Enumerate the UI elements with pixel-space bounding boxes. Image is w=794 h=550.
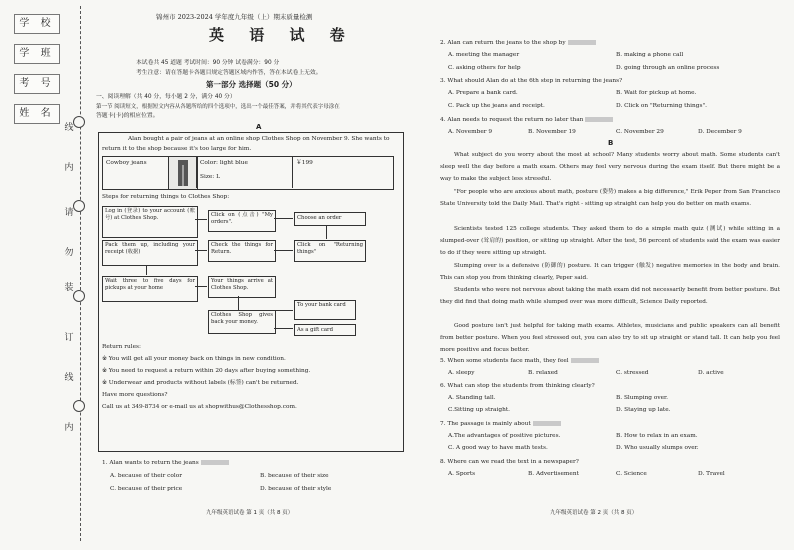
q3-option-c: C. Pack up the jeans and receipt.	[448, 103, 545, 109]
q7-option-b: B. How to relax in an exam.	[616, 433, 698, 439]
more-questions: Have more questions?	[102, 392, 168, 398]
order-item: Cowboy jeans	[106, 160, 147, 166]
step-my-orders: Click on (点击) "My orders".	[208, 210, 276, 232]
order-price: ￥199	[296, 160, 313, 166]
refund-bank-card: To your bank card	[294, 300, 356, 320]
exam-number-field: 考 号	[14, 74, 60, 94]
q7-option-c: C. A good way to have math tests.	[448, 445, 548, 451]
step-arrive-shop: Your things arrive at Clothes Shop.	[208, 276, 276, 298]
binding-char: 线	[64, 373, 74, 383]
passage-b-paragraph: Students who were not nervous about taking the math exam did not necessarily benefit from better posture. But they did find that doing math while slumped over was more difficult, Science Daily reported.	[440, 287, 780, 306]
step-check-things: Check the things for Return.	[208, 240, 276, 262]
binding-char: 勿	[64, 248, 74, 258]
question-2: 2. Alan can return the jeans to the shop by	[440, 40, 596, 47]
page-title: 英 语 试 卷	[209, 26, 355, 44]
q6-option-b: B. Slumping over.	[616, 395, 669, 401]
q3-option-d: D. Click on "Returning things".	[616, 103, 707, 109]
step-choose-order: Choose an order	[294, 212, 366, 226]
passage-b-paragraph: Good posture isn't just helpful for taking math exams. Athletes, musicians and public speakers can all benefit from better posture. When you feel stressed out, you can also try to sit up straight or stand tall. It can help you feel more positive and focus better.	[440, 323, 780, 354]
page-footer: 九年级英语试卷 第 2 页（共 8 页）	[550, 510, 638, 516]
binding-dashed-line	[80, 6, 81, 541]
q4-option-a: A. November 9	[448, 129, 493, 135]
question-1: 1. Alan wants to return the jeans	[102, 460, 229, 467]
q5-option-d: D. active	[698, 370, 724, 376]
passage-b-paragraph: Slumping over is a defensive (防御的) posture. It can trigger (触发) negative memories in the body and brain. This can stop you from thinking clearly, Peper said.	[440, 263, 780, 282]
section-heading: 一、阅读理解（共 40 分，每小题 2 分，满分 40 分）	[96, 94, 236, 100]
rules-title: Return rules:	[102, 344, 141, 350]
exam-header: 锦州市 2023-2024 学年度九年级（上）期末质量检测	[156, 13, 313, 21]
q8-option-a: A. Sports	[448, 471, 476, 477]
q1-option-c: C. because of their price	[110, 486, 183, 492]
q1-option-d: D. because of their style	[260, 486, 332, 492]
binding-char: 请	[64, 208, 74, 218]
q2-option-c: C. asking others for help	[448, 65, 521, 71]
q6-option-d: D. Staying up late.	[616, 407, 671, 413]
q5-option-b: B. relaxed	[528, 370, 558, 376]
q1-option-b: B. because of their size	[260, 473, 329, 479]
exam-info: 本试卷共 45 道题 考试时间：90 分钟 试卷满分：90 分	[136, 60, 280, 66]
passage-intro: return it to the shop because it's too large for him.	[102, 146, 252, 152]
q8-option-b: B. Advertisement	[528, 471, 579, 477]
q8-option-d: D. Travel	[698, 471, 725, 477]
passage-b-paragraph: "For people who are anxious about math, posture (姿势) makes a big difference," Erik Peper from San Francisco State University told the Daily Mail. That's right - sitting up straight can help you do better on math exams.	[440, 189, 780, 208]
question-3: 3. What should Alan do at the 6th step in returning the jeans?	[440, 78, 623, 84]
q7-option-d: D. Who usually slumps over.	[616, 445, 699, 451]
q3-option-b: B. Wait for pickup at home.	[616, 90, 697, 96]
step-pack-up: Pack them up, including your receipt (收据)	[102, 240, 198, 266]
q6-option-c: C.Sitting up straight.	[448, 407, 510, 413]
passage-b-paragraph: Scientists tested 125 college students. They asked them to do a simple math quiz (测试) while sitting in a slumped-over (耸肩的) position, or sitting up straight. After the test, 56 percent of students said the exam was easier to do if they were sitting up straight.	[440, 226, 780, 257]
q5-option-a: A. sleepy	[448, 370, 475, 376]
q2-option-b: B. making a phone call	[616, 52, 684, 58]
q4-option-c: C. November 29	[616, 129, 664, 135]
return-rule: ※ You need to request a return within 20 days after buying something.	[102, 368, 311, 374]
question-8: 8. Where can we read the text in a newspaper?	[440, 459, 579, 465]
step-wait-pickup: Wait three to five days for pickups at your home	[102, 276, 198, 302]
q5-option-c: C. stressed	[616, 370, 649, 376]
order-color: Color: light blue	[200, 160, 248, 166]
part-heading: 第一部分 选择题（50 分）	[206, 80, 297, 89]
binding-char: 订	[64, 333, 74, 343]
binding-char: 内	[64, 163, 74, 173]
order-size: Size: L	[200, 174, 220, 180]
refund-gift-card: As a gift card	[294, 324, 356, 336]
binding-char: 线	[64, 123, 74, 133]
q4-option-d: D. December 9	[698, 129, 742, 135]
q2-option-d: D. going through an online process	[616, 65, 720, 71]
exam-notice: 考生注意：请在答题卡各题目规定答题区域内作答，答在本试卷上无效。	[136, 70, 322, 76]
page-footer: 九年级英语试卷 第 1 页（共 8 页）	[206, 510, 294, 516]
binding-strip	[6, 6, 66, 544]
question-7: 7. The passage is mainly about	[440, 421, 561, 428]
q8-option-c: C. Science	[616, 471, 647, 477]
passage-b-paragraph: What subject do you worry about the most at school? Many students worry about math. Some students can't sleep well the day before a math exam. Others may feel very nervous during the exam itself. But there might be a way to make the subject less stressful.	[440, 152, 780, 183]
passage-letter: A	[256, 123, 262, 131]
binding-hole	[73, 400, 85, 412]
passage-intro: Alan bought a pair of jeans at an online shop Clothes Shop on November 9. She wants to	[128, 136, 390, 142]
binding-char: 内	[64, 423, 74, 433]
section-instructions: 第一节 阅读短文，根据短文内容从各题所给的四个选项中，选出一个最佳答案，并将其代表字母涂在	[96, 104, 340, 110]
return-rule: ※ You will get all your money back on things in new condition.	[102, 356, 286, 362]
contact-info: Call us at 349-8734 or e-mail us at shopwithus@Clothesshop.com.	[102, 404, 297, 410]
q7-option-a: A.The advantages of positive pictures.	[448, 433, 561, 439]
q1-option-a: A. because of their color	[110, 473, 182, 479]
jeans-image	[168, 156, 198, 190]
q2-option-a: A. meeting the manager	[448, 52, 520, 58]
question-6: 6. What can stop the students from thinking clearly?	[440, 383, 595, 389]
q6-option-a: A. Standing tall.	[448, 395, 496, 401]
name-field: 姓 名	[14, 104, 60, 124]
step-login: Log in (登录) to your account (账号) at Clothes Shop.	[102, 206, 198, 238]
question-5: 5. When some students face math, they feel	[440, 358, 599, 365]
q3-option-a: A. Prepare a bank card.	[448, 90, 518, 96]
passage-letter: B	[608, 139, 614, 147]
step-click-returning: Click on "Returning things"	[294, 240, 366, 262]
return-rule: ※ Underwear and products without labels (标签) can't be returned.	[102, 380, 299, 386]
binding-char: 装	[64, 283, 74, 293]
question-4: 4. Alan needs to request the return no later than	[440, 117, 613, 124]
q4-option-b: B. November 19	[528, 129, 576, 135]
section-instructions: 答题卡(卡)的相应位置。	[96, 113, 159, 119]
class-field: 学 班	[14, 44, 60, 64]
steps-title: Steps for returning things to Clothes Shop:	[102, 194, 230, 200]
school-field: 学 校	[14, 14, 60, 34]
step-money-back: Clothes Shop gives back your money.	[208, 310, 276, 334]
